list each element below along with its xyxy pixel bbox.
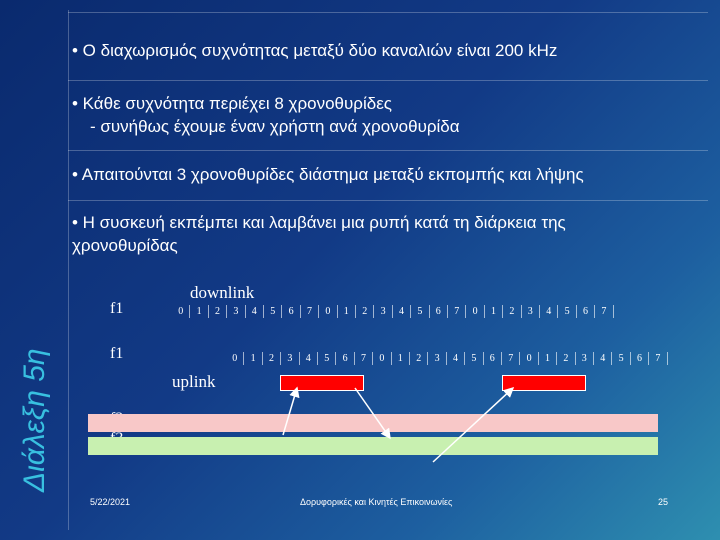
downlink-slot-19: 3 [522, 305, 540, 318]
uplink-slot-2: 2 [263, 352, 281, 365]
downlink-slot-14: 6 [430, 305, 448, 318]
uplink-slot-13: 5 [465, 352, 483, 365]
uplink-slot-11: 3 [428, 352, 446, 365]
bullet-2-sub: - συνήθως έχουμε έναν χρήστη ανά χρονοθυρίδα [90, 117, 460, 136]
downlink-slot-9: 1 [338, 305, 356, 318]
arrow-2 [355, 388, 390, 438]
f1-uplink-label: f1 [110, 345, 124, 362]
downlink-slot-18: 2 [503, 305, 521, 318]
downlink-slot-11: 3 [374, 305, 392, 318]
uplink-slot-15: 7 [502, 352, 520, 365]
uplink-slot-16: 0 [520, 352, 538, 365]
uplink-slot-5: 5 [318, 352, 336, 365]
uplink-label: uplink [172, 372, 216, 391]
downlink-slot-1: 1 [190, 305, 208, 318]
uplink-slot-23: 7 [649, 352, 667, 365]
bullet-2: • Κάθε συχνότητα περιέχει 8 χρονοθυρίδες [72, 94, 392, 113]
uplink-slot-19: 3 [576, 352, 594, 365]
arrow-3 [433, 388, 513, 462]
downlink-slot-7: 7 [301, 305, 319, 318]
downlink-slot-22: 6 [577, 305, 595, 318]
downlink-slot-21: 5 [558, 305, 576, 318]
uplink-slot-0: 0 [226, 352, 244, 365]
downlink-label: downlink [190, 283, 255, 302]
f1-downlink-label: f1 [110, 300, 124, 317]
uplink-slot-8: 0 [373, 352, 391, 365]
downlink-slot-12: 4 [393, 305, 411, 318]
downlink-slot-2: 2 [209, 305, 227, 318]
arrow-1 [283, 388, 297, 435]
bullet-4: • Η συσκευή εκπέμπει και λαμβάνει μια ρυπή κατά τη διάρκεια της [72, 213, 566, 232]
side-title: Διάλεξη 5η [18, 348, 51, 492]
downlink-slot-16: 0 [466, 305, 484, 318]
uplink-slot-12: 4 [447, 352, 465, 365]
downlink-slot-10: 2 [356, 305, 374, 318]
uplink-slot-14: 6 [484, 352, 502, 365]
footer-page: 25 [658, 497, 669, 507]
uplink-slot-20: 4 [594, 352, 612, 365]
footer-date: 5/22/2021 [90, 497, 131, 507]
downlink-slot-6: 6 [282, 305, 300, 318]
uplink-slot-9: 1 [392, 352, 410, 365]
footer-course: Δορυφορικές και Κινητές Επικοινωνίες [300, 497, 453, 507]
downlink-slot-20: 4 [540, 305, 558, 318]
uplink-slot-17: 1 [539, 352, 557, 365]
bullet-4-cont: χρονοθυρίδας [72, 236, 178, 255]
downlink-slot-15: 7 [448, 305, 466, 318]
downlink-slot-17: 1 [485, 305, 503, 318]
uplink-slot-6: 6 [336, 352, 354, 365]
uplink-slot-10: 2 [410, 352, 428, 365]
uplink-slot-3: 3 [281, 352, 299, 365]
downlink-slot-5: 5 [264, 305, 282, 318]
uplink-slot-21: 5 [612, 352, 630, 365]
downlink-slot-4: 4 [246, 305, 264, 318]
uplink-slot-7: 7 [355, 352, 373, 365]
downlink-slot-23: 7 [595, 305, 613, 318]
downlink-slot-0: 0 [172, 305, 190, 318]
uplink-slot-22: 6 [631, 352, 649, 365]
uplink-slot-18: 2 [557, 352, 575, 365]
downlink-slot-13: 5 [411, 305, 429, 318]
uplink-slot-4: 4 [300, 352, 318, 365]
uplink-slot-1: 1 [244, 352, 262, 365]
bullet-3: • Απαιτούνται 3 χρονοθυρίδες διάστημα μεταξύ εκπομπής και λήψης [72, 165, 584, 184]
downlink-slot-3: 3 [227, 305, 245, 318]
downlink-slot-8: 0 [319, 305, 337, 318]
bullet-1: • Ο διαχωρισμός συχνότητας μεταξύ δύο καναλιών είναι 200 kHz [72, 41, 558, 60]
